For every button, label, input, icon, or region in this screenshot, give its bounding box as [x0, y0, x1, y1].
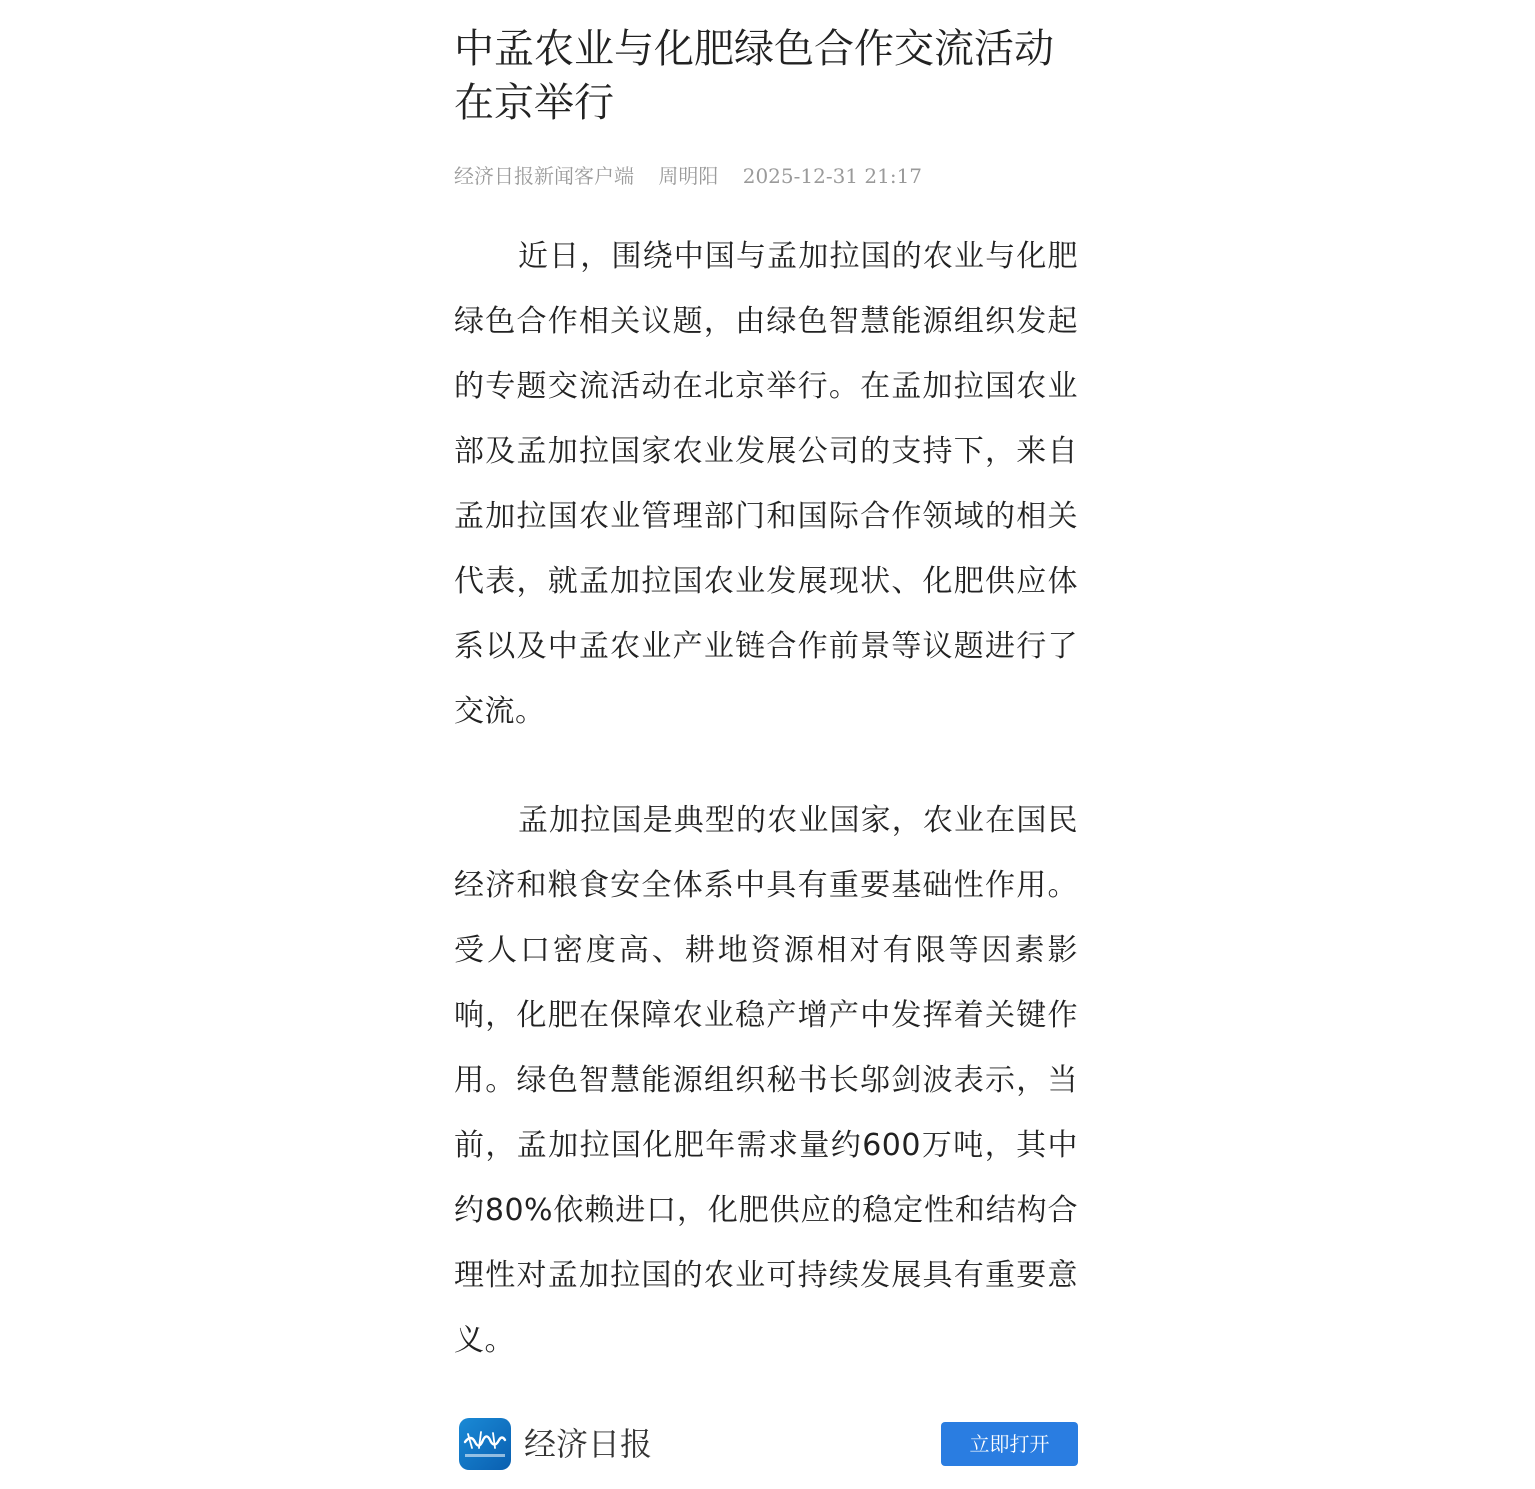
article-author: 周明阳 — [658, 164, 719, 188]
article-title: 中孟农业与化肥绿色合作交流活动在京举行 — [454, 26, 1054, 126]
economic-daily-logo-icon — [459, 1418, 511, 1470]
brand-name: 经济日报 — [524, 1425, 653, 1463]
open-app-button[interactable]: 立即打开 — [941, 1422, 1078, 1466]
article — [454, 22, 1078, 1417]
article-meta — [454, 162, 1078, 190]
article-datetime: 2025-12-31 21:17 — [742, 164, 923, 188]
app-download-bar — [454, 1414, 1078, 1474]
article-paragraph: 近日，围绕中国与孟加拉国的农业与化肥绿色合作相关议题，由绿色智慧能源组织发起的专题交流活动在北京举行。在孟加拉国农业部及孟加拉国家农业发展公司的支持下，来自孟加拉国农业管理部门和国际合作领域的相关代表，就孟加拉国农业发展现状、化肥供应体系以及中孟农业产业链合作前景等议题进行了交流。 — [454, 239, 1078, 729]
article-paragraph: 孟加拉国是典型的农业国家，农业在国民经济和粮食安全体系中具有重要基础性作用。受人口密度高、耕地资源相对有限等因素影响，化肥在保障农业稳产增产中发挥着关键作用。绿色智慧能源组织秘书长邬剑波表示，当前，孟加拉国化肥年需求量约600万吨，其中约80%依赖进口，化肥供应的稳定性和结构合理性对孟加拉国的农业可持续发展具有重要意义。 — [454, 803, 1078, 1358]
article-body — [454, 224, 1078, 1373]
article-source: 经济日报新闻客户端 — [454, 164, 634, 188]
